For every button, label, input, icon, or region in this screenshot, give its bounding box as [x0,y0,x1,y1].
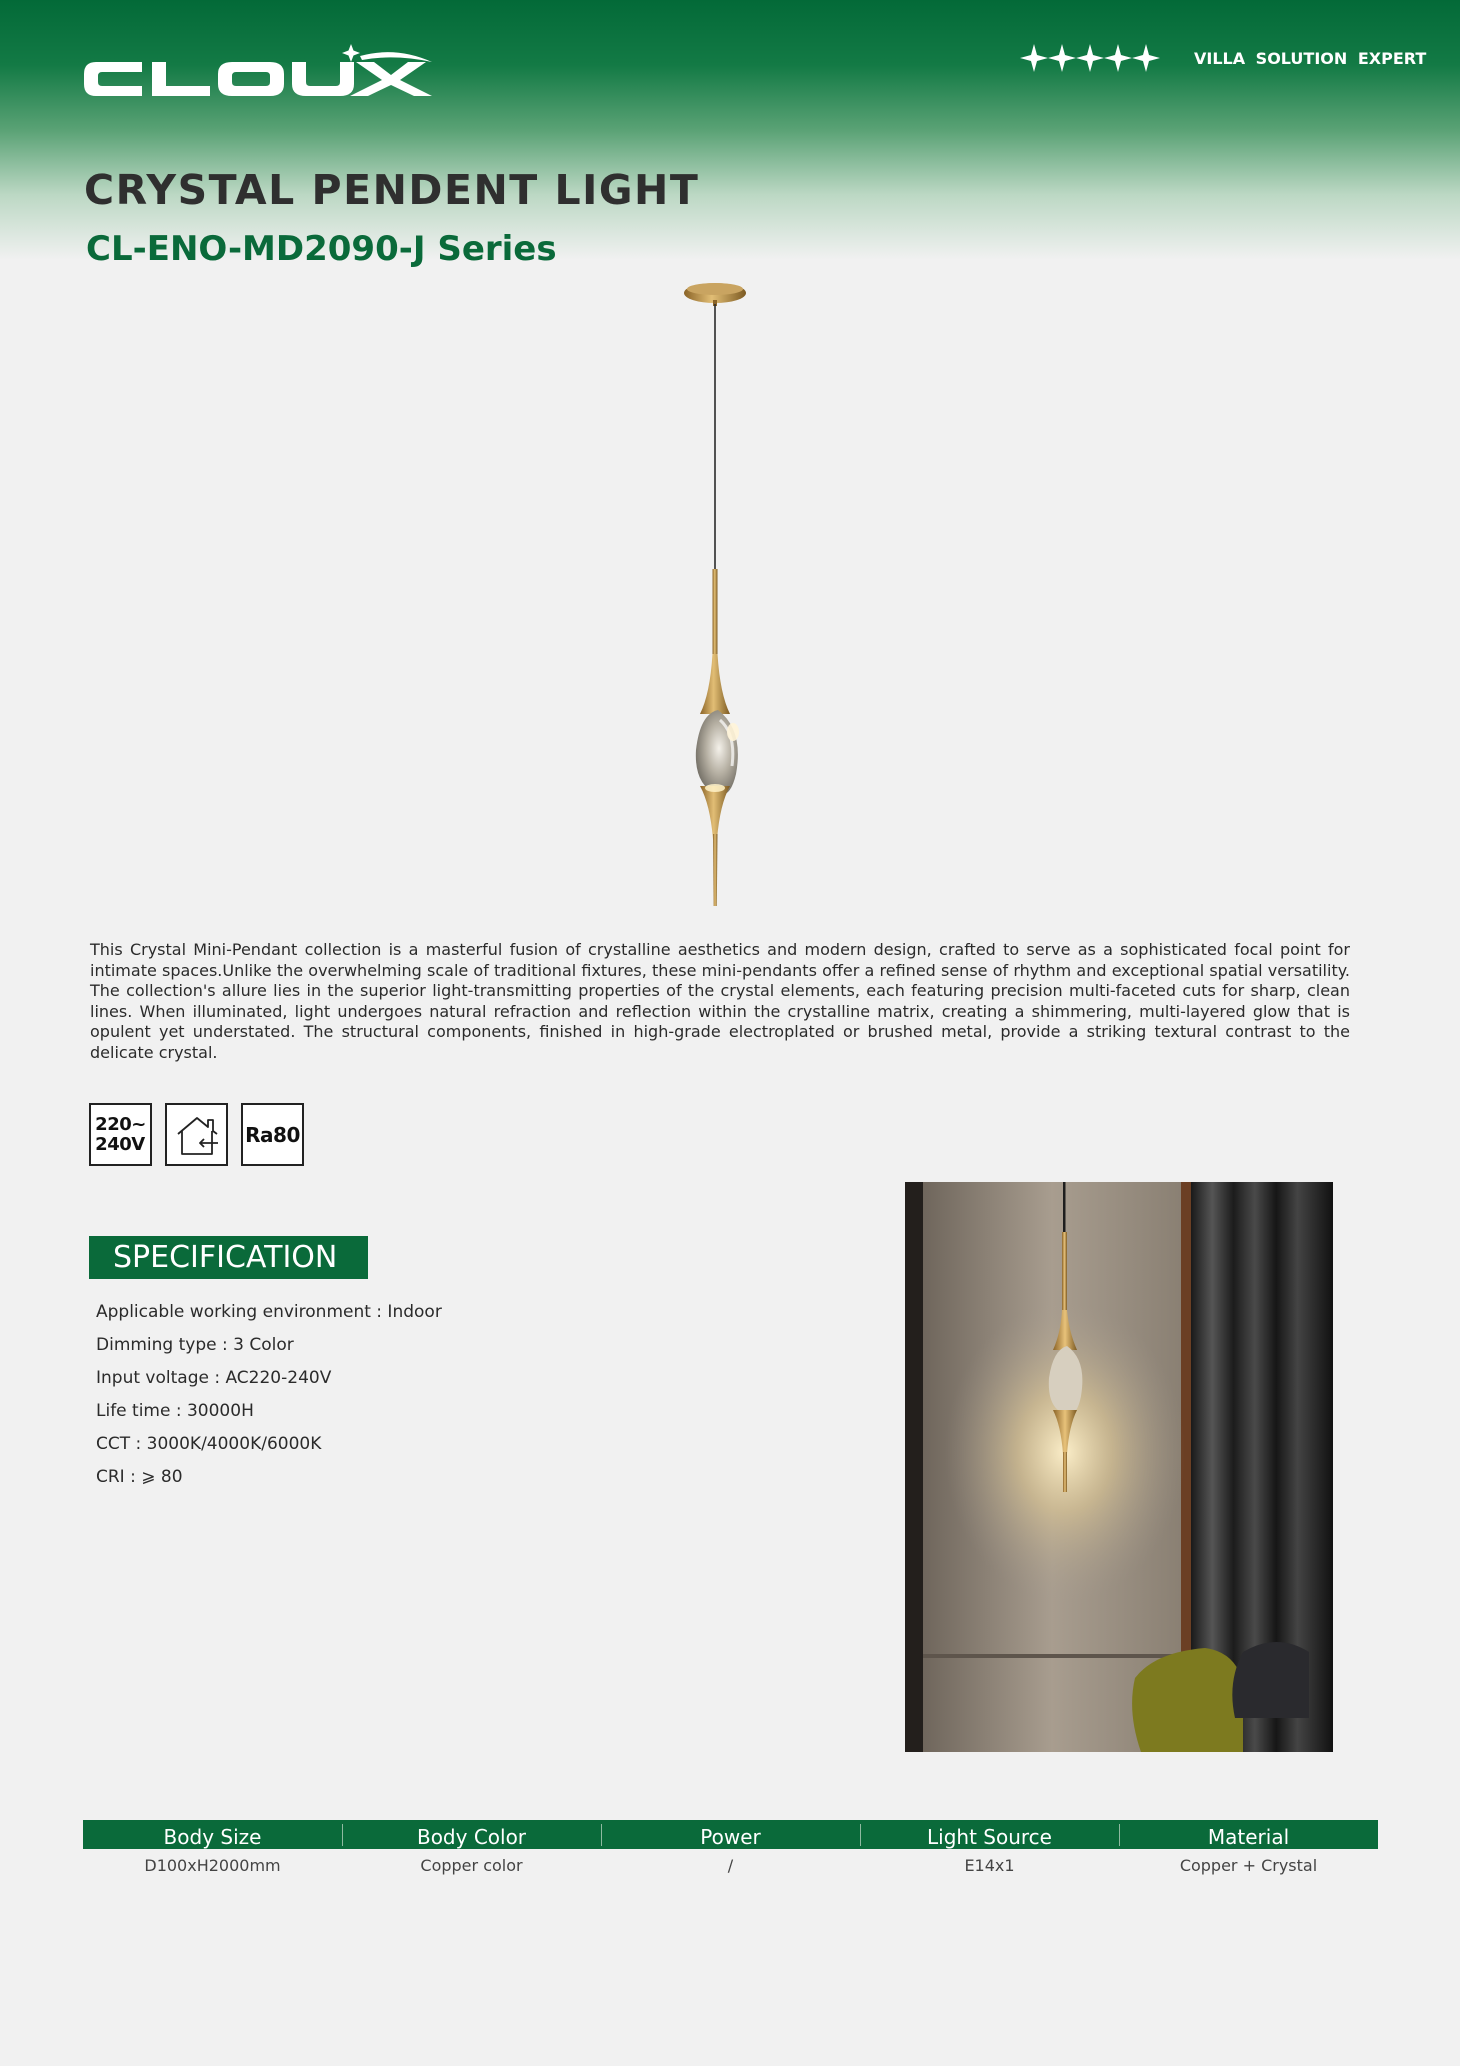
column-header-light-source: Light Source [860,1820,1119,1849]
installation-photo [905,1182,1333,1752]
spec-item: Input voltage : AC220-240V [96,1368,332,1388]
cell-light-source: E14x1 [964,1856,1015,1875]
voltage-line-1: 220~ [95,1113,146,1135]
cell-power: / [727,1856,734,1875]
five-star-rating-icon [1020,40,1160,76]
spec-item: Dimming type : 3 Color [96,1335,294,1355]
column-header-power: Power [601,1820,860,1849]
spec-item: Applicable working environment : Indoor [96,1302,442,1322]
spec-item: CCT : 3000K/4000K/6000K [96,1434,322,1454]
indoor-house-icon [172,1110,222,1160]
column-header-material: Material [1119,1820,1378,1849]
cell-body-color: Copper color [420,1856,523,1875]
cell-material: Copper + Crystal [1179,1856,1318,1875]
cell-body-size: D100xH2000mm [144,1856,281,1875]
spec-item: CRI : ⩾ 80 [96,1467,183,1487]
header-gradient [0,0,1460,260]
feature-icons [89,1103,304,1166]
cri-badge [241,1103,304,1166]
specification-heading: SPECIFICATION [89,1236,368,1279]
product-series: CL-ENO-MD2090-J Series [86,229,557,269]
product-table-row [83,1856,1378,1875]
specification-list [96,1302,442,1500]
cri-badge-label: Ra80 [245,1122,300,1147]
cloux-logo [84,44,436,104]
indoor-badge [165,1103,228,1166]
voltage-line-2: 240V [95,1133,145,1155]
brand-tagline: VILLA SOLUTION EXPERT [1194,49,1427,68]
spec-item: Life time : 30000H [96,1401,254,1421]
product-title: CRYSTAL PENDENT LIGHT [84,166,700,214]
product-table-header [83,1820,1378,1849]
column-header-body-size: Body Size [163,1824,262,1849]
pendant-light-image [670,274,770,914]
voltage-badge [89,1103,152,1166]
column-header-body-color: Body Color [342,1820,601,1849]
product-description: This Crystal Mini-Pendant collection is a masterful fusion of crystalline aesthetics and modern design, crafted to serve as a sophisticated focal point for intimate spaces.Unlike the overwhelming scale of traditional fixtures, these mini-pendants offer a refined sense of rhythm and exceptional spatial versatility. The collection's allure lies in the superior light-transmitting properties of the crystal elements, each featuring precision multi-faceted cuts for sharp, clean lines. When illuminated, light undergoes natural refraction and reflection within the crystalline matrix, creating a shimmering, multi-layered glow that is opulent yet understated. The structural components, finished in high-grade electroplated or brushed metal, provide a striking textural contrast to the delicate crystal. [90,940,1350,1062]
